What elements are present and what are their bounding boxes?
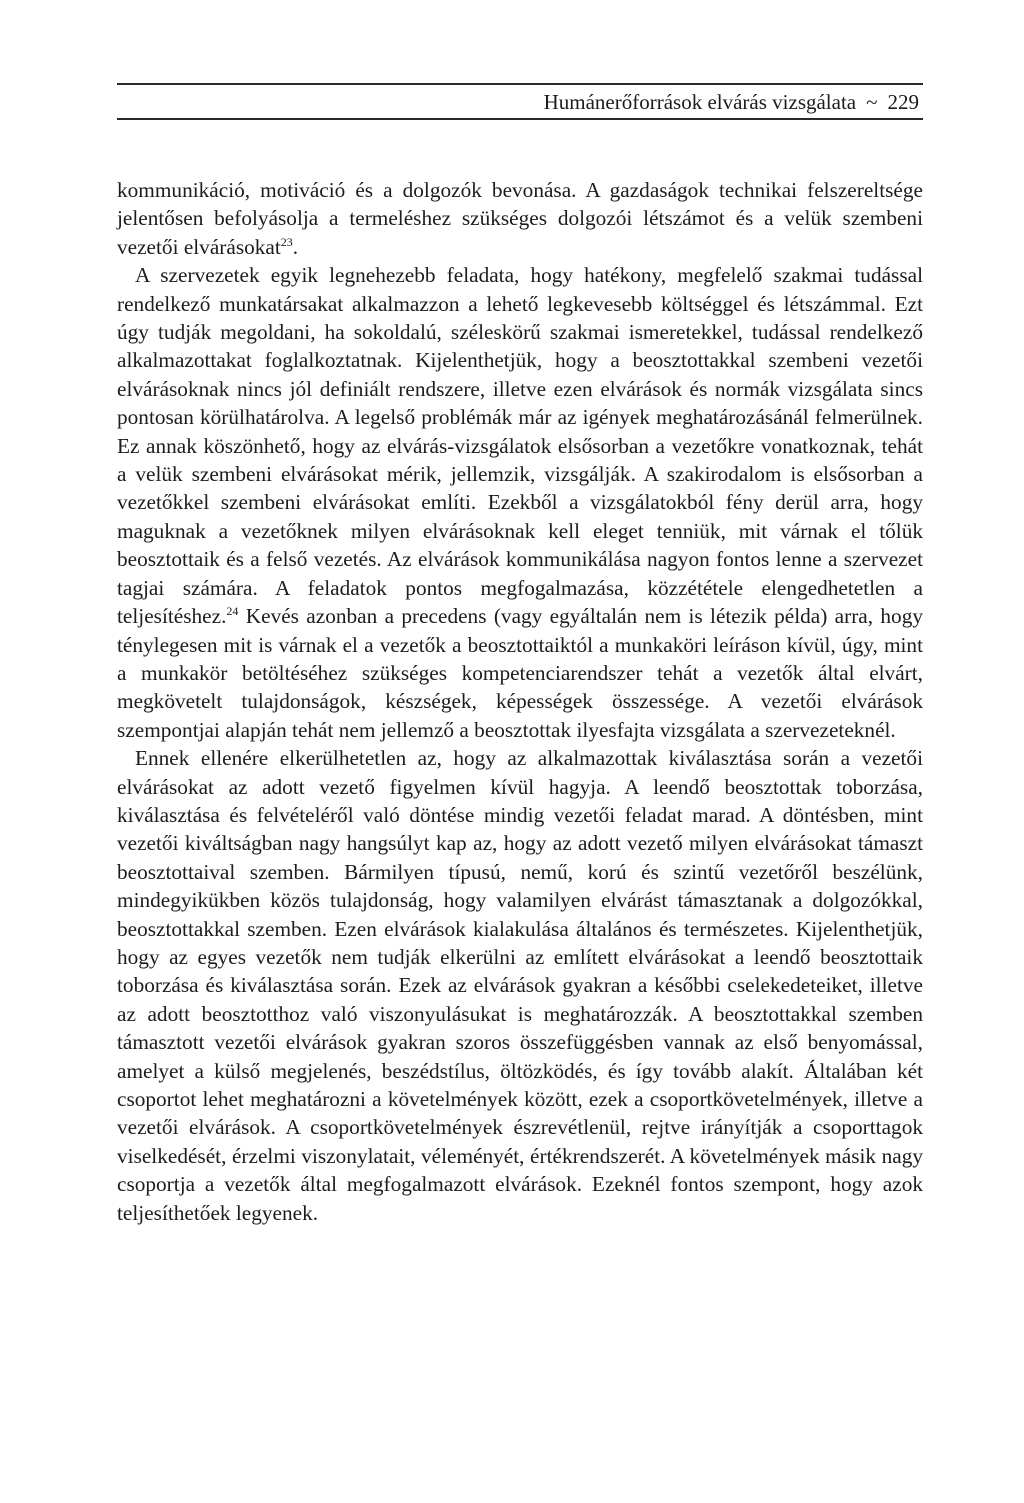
paragraph-1-end: . xyxy=(292,234,299,259)
header-bottom-rule xyxy=(117,118,923,120)
page-number: 229 xyxy=(887,90,919,114)
paragraph-3-text: Ennek ellenére elkerülhetetlen az, hogy az alkalmazottak kiválasztása során a vezetői elvárásokat az adott vezető figyelmen kívül hagyja. A leendő beosztottak toborzása, kiválasztása és felvételéről való döntése mindig vezetői feladat marad. A döntésben, mint vezetői kiváltságban nagy hangsúlyt kap az, hogy az adott vezető milyen elvárásokat támaszt beosztottaival szemben. Bármilyen típusú, nemű, korú és szintű vezetőről beszélünk, mindegyikükben közös tulajdonság, hogy valamilyen elvárást támasztanak a dolgozókkal, beosztottakkal szemben. Ezen elvárások kialakulása általános és természetes. Kijelenthetjük, hogy az egyes vezetők nem tudják elkerülni az említett elvárásokat a leendő beosztottaik toborzása és kiválasztása során. Ezek az elvárások gyakran a későbbi cselekedeteiket, illetve az adott beosztotthoz való viszonyulásukat is meghatározzák. A beosztottakkal szemben támasztott vezetői elvárások gyakran szoros összefüggésben vannak az első benyomással, amelyet a külső megjelenés, beszédstílus, öltözködés, és így tovább alakít. Általában két csoportot lehet meghatározni a követelmények között, ezek a csoportkövetelmények, illetve a vezetői elvárások. A csoportkövetelmények észrevétlenül, rejtve irányítják a csoporttagok viselkedését, érzelmi viszonylatait, véleményét, értékrendszerét. A követelmények másik nagy csoportja a vezetők által megfogalmazott elvárások. Ezeknél fontos szempont, hogy azok teljesíthetőek legyenek. xyxy=(117,746,923,1225)
paragraph-2-text-b: Kevés azonban a precedens (vagy egyáltalán nem is létezik példa) arra, hogy ténylegesen mit is várnak el a vezetők a beosztottaiktól a munkaköri leíráson kívül, úgy, mint a munkakör betöltéséhez szükséges kompetenciarendszer tehát a vezetők által elvárt, megkövetelt tulajdonságok, készségek, képességek összessége. A vezetői elvárások szempontjai alapján tehát nem jellemző a beosztottak ilyesfajta vizsgálata a szervezeteknél. xyxy=(117,604,923,742)
running-head-separator: ~ xyxy=(866,90,878,114)
book-page xyxy=(117,70,923,1470)
footnote-ref-24: 24 xyxy=(226,604,239,618)
header-top-rule xyxy=(117,83,923,85)
running-title: Humánerőforrások elvárás vizsgálata xyxy=(543,90,857,114)
paragraph-3 xyxy=(117,744,923,1227)
paragraph-2-text-a: A szervezetek egyik legnehezebb feladata, hogy hatékony, megfelelő szakmai tudással rendelkező munkatársakat alkalmazzon a lehető legkevesebb költséggel és létszámmal. Ezt úgy tudják megoldani, ha sokoldalú, széleskörű szakmai ismeretekkel, tudással rendelkező alkalmazottakat foglalkoztatnak. Kijelenthetjük, hogy a beosztottakkal szembeni vezetői elvárásoknak nincs jól definiált rendszere, illetve ezen elvárások és normák vizsgálata sincs pontosan körülhatárolva. A legelső problémák már az igények meghatározásánál felmerülnek. Ez annak köszönhető, hogy az elvárás-vizsgálatok elsősorban a vezetőkre vonatkoznak, tehát a velük szembeni elvárásokat mérik, jellemzik, vizsgálják. A szakirodalom is elsősorban a vezetőkkel szembeni elvárásokat említi. Ezekből a vizsgálatokból fény derül arra, hogy maguknak a vezetőknek milyen elvárásoknak kell eleget tenniük, mit várnak el tőlük beosztottaik és a felső vezetés. Az elvárások kommunikálása nagyon fontos lenne a szervezet tagjai számára. A feladatok pontos megfogalmazása, közzététele elengedhetetlen a teljesítéshez. xyxy=(117,263,923,629)
body-text xyxy=(117,176,923,1227)
running-head xyxy=(544,89,919,115)
page-header xyxy=(117,70,923,124)
paragraph-1-text: kommunikáció, motiváció és a dolgozók bevonása. A gazdaságok technikai felszereltsége jelentősen befolyásolja a termeléshez szükséges dolgozói létszámot és a velük szembeni vezetői elvárásokat xyxy=(117,178,923,259)
paragraph-2 xyxy=(117,261,923,744)
paragraph-1 xyxy=(117,176,923,261)
footnote-ref-23: 23 xyxy=(280,234,293,249)
